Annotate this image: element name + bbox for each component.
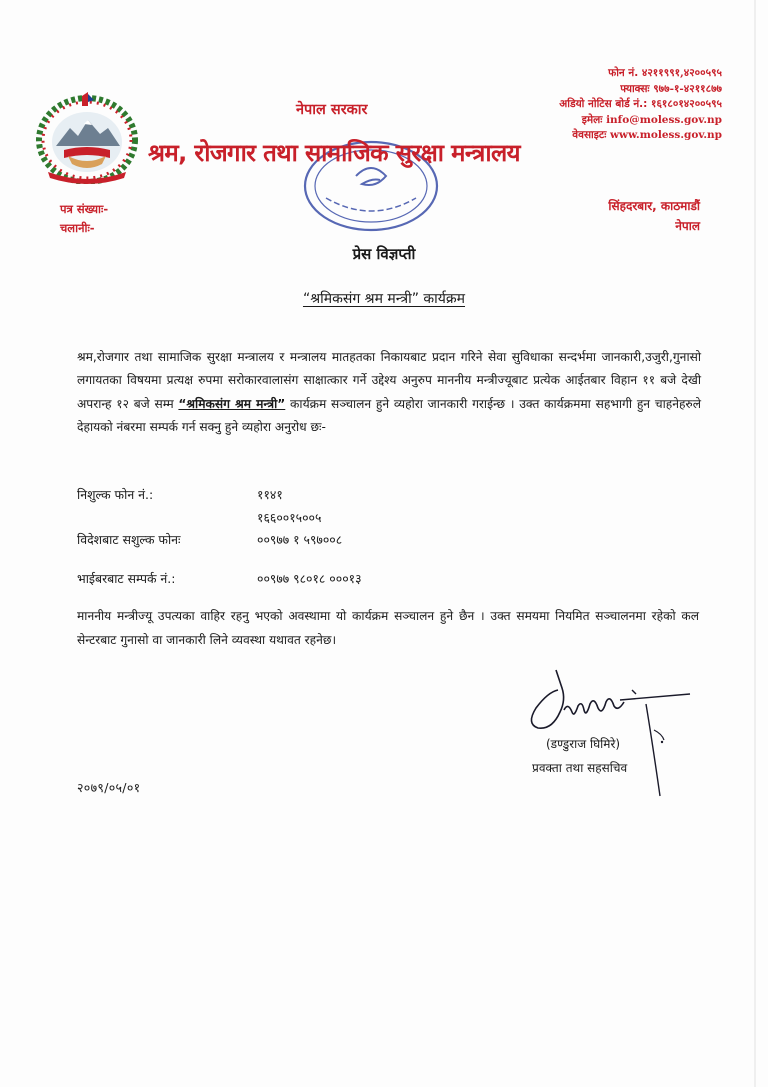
- contact-line-viber: [77, 570, 362, 587]
- contact-row-fax: [559, 82, 722, 98]
- body-text: श्रम,रोजगार तथा सामाजिक सुरक्षा मन्त्रालय र मन्त्रालय मातहतका निकायबाट प्रदान गरिने सेवा सुविधाका सन्दर्भमा जानकारी,उजुरी,गुनासो लगायतका विषयमा प्रत्यक्ष रुपमा सरोकारवालासंग साक्षात्कार गर्ने उद्देश्य अनुरुप माननीय मन्त्रीज्यूबाट प्रत्येक आईतबार विहान ११ बजे देखी अपरान्ह १२ बजे सम्म: [77, 350, 701, 411]
- contact-row-website: [559, 128, 722, 144]
- contact-line-label: भाईबरबाट सम्पर्क नं.:: [77, 571, 176, 586]
- government-name: नेपाल सरकार: [296, 102, 368, 118]
- contact-line-abroad: [77, 531, 343, 548]
- body-text: कार्यक्रम सञ्चालन हुने व्यहोरा जानकारी गराईन्छ । उक्त कार्यक्रममा सहभागी हुन चाहनेहरुले देहायको नंबरमा सम्पर्क गर्न सक्नु हुने व्यहोरा अनुरोध छः-: [77, 396, 701, 435]
- contact-value: ४२११९९१,४२००५९५: [641, 67, 722, 79]
- contact-line-value: ००९७७ १ ५९७००८: [257, 532, 343, 547]
- contact-info-block: [559, 66, 722, 144]
- contact-line-toll-free: [77, 486, 283, 503]
- contact-line-value: १६६००१५००५: [257, 510, 322, 525]
- contact-line-value: ११४१: [257, 487, 283, 502]
- body-paragraph-2: माननीय मन्त्रीज्यू उपत्यका वाहिर रहनु भएको अवस्थामा यो कार्यक्रम सञ्चालन हुने छैन । उक्त समयमा नियमित सञ्चालनमा रहेको कल सेन्टरबाट गुनासो वा जानकारी लिने व्यवस्था यथावत रहनेछ।: [77, 609, 699, 647]
- program-title-text: “श्रमिकसंग श्रम मन्त्री” कार्यक्रम: [302, 291, 466, 307]
- contact-label: फोन नं.: [608, 67, 639, 79]
- place-line-2: नेपाल: [675, 219, 700, 233]
- reference-block: [60, 200, 108, 238]
- contact-label: फ्याक्सः: [620, 82, 650, 95]
- letter-number-label: पत्र संख्याः-: [60, 202, 109, 216]
- document-date: २०७९/०५/०१: [77, 780, 141, 795]
- contact-label: इमेलः: [581, 113, 603, 126]
- signature-image: [514, 660, 714, 800]
- contact-label: अडियो नोटिस बोर्ड नं.:: [559, 98, 648, 111]
- ministry-name: श्रम, रोजगार तथा सामाजिक सुरक्षा मन्त्रालय: [148, 139, 520, 167]
- contact-line-label: निशुल्क फोन नं.:: [77, 487, 154, 502]
- contact-value: १६१८०१४२००५९५: [651, 98, 722, 111]
- contact-row-email: [559, 113, 722, 129]
- contact-value: info@moless.gov.np: [606, 113, 722, 126]
- signatory-title: प्रवक्ता तथा सहसचिव: [532, 761, 628, 775]
- contact-value: www.moless.gov.np: [610, 129, 722, 142]
- program-name-highlight: “श्रमिकसंग श्रम मन्त्री”: [178, 396, 286, 411]
- place-line-1: सिंहदरबार, काठमाडौं: [608, 199, 700, 213]
- contact-line-label: विदेशबाट सशुल्क फोनः: [77, 532, 181, 547]
- nepal-emblem-icon: [36, 92, 138, 184]
- scan-edge-divider: [754, 0, 756, 1087]
- press-release-heading: प्रेस विज्ञप्ती: [352, 245, 416, 263]
- contact-line-value: ००९७७ ९८०१८ ०००१३: [257, 571, 362, 586]
- body-paragraph-1: [77, 346, 701, 440]
- program-title: [0, 289, 768, 308]
- contact-value: ९७७-१-४२११८७७: [653, 82, 722, 95]
- contact-row-phone: [559, 66, 722, 82]
- contact-label: वेवसाइटः: [572, 129, 607, 142]
- place-block: [608, 196, 700, 236]
- signatory-name: (डण्डुराज घिमिरे): [546, 737, 621, 751]
- dispatch-number-label: चलानीः-: [60, 221, 95, 235]
- contact-row-audio-notice: [559, 97, 722, 113]
